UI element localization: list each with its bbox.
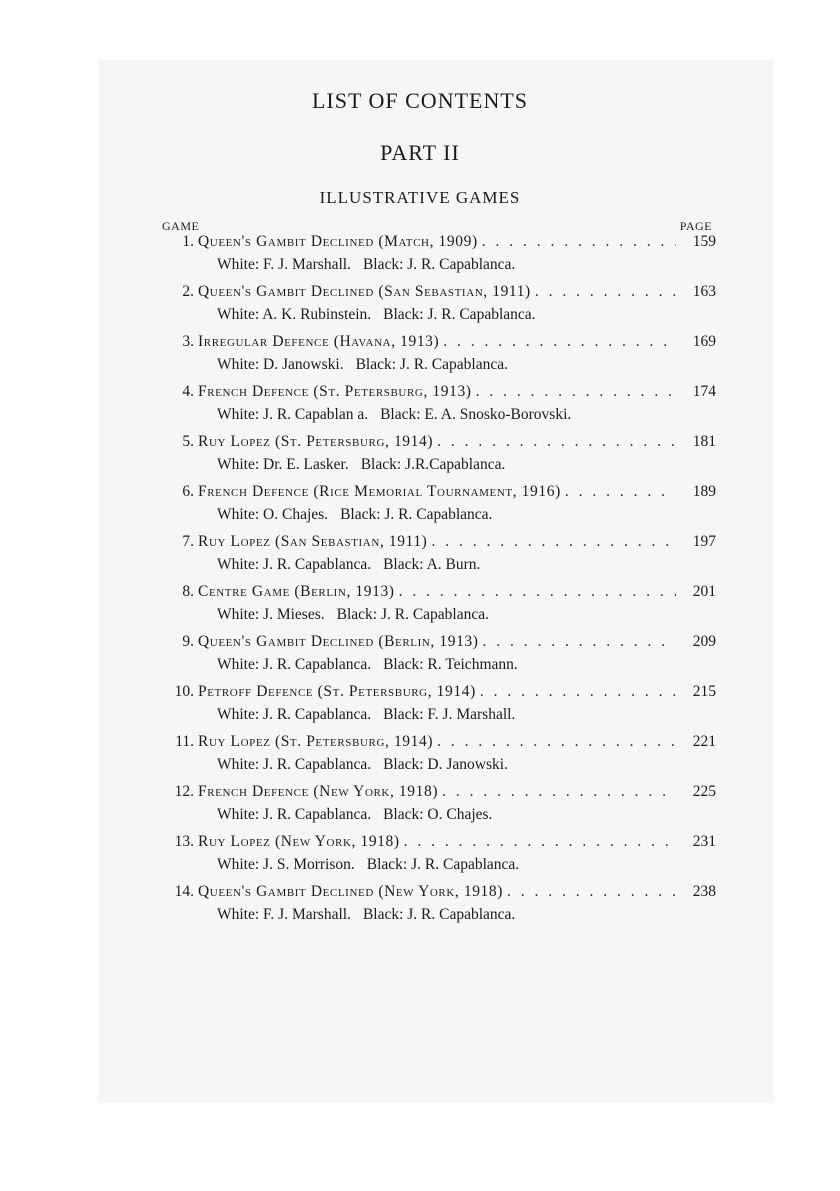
part-title: PART II [380, 140, 460, 165]
entry-page-number: 169 [692, 333, 716, 350]
entry-title-line [160, 383, 716, 405]
section-title: ILLUSTRATIVE GAMES [319, 188, 521, 207]
contents-entry[interactable] [160, 733, 716, 779]
entry-title: Ruy Lopez (St. Petersburg, 1914) [198, 733, 434, 750]
entry-players [217, 456, 505, 474]
entry-title-line [160, 833, 716, 855]
entry-page-number: 181 [692, 433, 716, 450]
black-player: Black: J. R. Capablanca. [362, 256, 516, 273]
dot-leader [433, 733, 676, 751]
white-player: White: A. K. Rubinstein. [217, 306, 372, 323]
black-player: Black: R. Teichmann. [383, 656, 518, 673]
contents-entry[interactable] [160, 633, 716, 679]
black-player: Black: J. R. Capablanca. [383, 306, 536, 323]
entry-number: 9. [182, 633, 194, 650]
entry-players [217, 656, 518, 674]
white-player: White: D. Janowski. [217, 356, 344, 373]
entry-title-line [160, 733, 716, 755]
black-player: Black: D. Janowski. [383, 756, 508, 773]
entry-page-number: 189 [692, 483, 716, 500]
entry-title: Queen's Gambit Declined (San Sebastian, 1911) [198, 283, 531, 300]
entry-title-line [160, 683, 716, 705]
dot-leader [476, 683, 676, 701]
contents-entry[interactable] [160, 383, 716, 429]
entry-title: Ruy Lopez (San Sebastian, 1911) [198, 533, 428, 550]
entry-number: 11. [175, 733, 194, 750]
entry-page-number: 174 [692, 383, 716, 400]
white-player: White: O. Chajes. [217, 506, 329, 523]
contents-entry[interactable] [160, 333, 716, 379]
entry-title: Ruy Lopez (St. Petersburg, 1914) [198, 433, 434, 450]
entry-players [217, 506, 492, 524]
entry-page-number: 201 [692, 583, 716, 600]
entry-number: 14. [174, 883, 194, 900]
contents-entry[interactable] [160, 833, 716, 879]
entry-title: French Defence (New York, 1918) [198, 783, 439, 800]
entry-title-line [160, 783, 716, 805]
white-player: White: J. R. Capablan a. [217, 406, 369, 423]
entry-title-line [160, 533, 716, 555]
contents-entry[interactable] [160, 533, 716, 579]
white-player: White: Dr. E. Lasker. [217, 456, 349, 473]
entry-title-line [160, 483, 716, 505]
entry-players [217, 556, 480, 574]
entry-players [217, 706, 515, 724]
page-title: LIST OF CONTENTS [311, 88, 529, 113]
entry-players [217, 856, 519, 874]
entry-title: Queen's Gambit Declined (New York, 1918) [198, 883, 504, 900]
entry-players [217, 756, 508, 774]
contents-entry[interactable] [160, 683, 716, 729]
entry-players [217, 306, 536, 324]
entry-number: 10. [174, 683, 194, 700]
entry-page-number: 231 [692, 833, 716, 850]
contents-entry[interactable] [160, 783, 716, 829]
entry-page-number: 209 [692, 633, 716, 650]
black-player: Black: J. R. Capablanca. [340, 506, 493, 523]
entry-players [217, 806, 492, 824]
black-player: Black: J. R. Capablanca. [362, 906, 516, 923]
entry-title: Petroff Defence (St. Petersburg, 1914) [198, 683, 476, 700]
entry-number: 7. [182, 533, 194, 550]
entry-title-line [160, 233, 716, 255]
contents-entry[interactable] [160, 483, 716, 529]
black-player: Black: A. Burn. [383, 556, 481, 573]
white-player: White: J. R. Capablanca. [217, 656, 372, 673]
dot-leader [427, 533, 676, 551]
white-player: White: J. R. Capablanca. [217, 706, 372, 723]
entry-players [217, 256, 515, 274]
dot-leader [561, 483, 676, 501]
dot-leader [395, 583, 676, 601]
dot-leader [400, 833, 676, 851]
entry-number: 13. [174, 833, 194, 850]
entry-number: 2. [182, 283, 194, 300]
dot-leader [531, 283, 676, 301]
entry-page-number: 159 [692, 233, 716, 250]
white-player: White: J. R. Capablanca. [217, 756, 372, 773]
page-sheet [98, 60, 774, 1103]
entry-page-number: 238 [692, 883, 716, 900]
black-player: Black: J. R. Capablanca. [336, 606, 489, 623]
entry-title: French Defence (St. Petersburg, 1913) [198, 383, 472, 400]
entry-number: 3. [182, 333, 194, 350]
entry-number: 6. [182, 483, 194, 500]
dot-leader [472, 383, 676, 401]
entry-title-line [160, 333, 716, 355]
white-player: White: J. R. Capablanca. [217, 806, 372, 823]
entry-title-line [160, 433, 716, 455]
entry-title: Queen's Gambit Declined (Match, 1909) [198, 233, 478, 250]
entry-title: Queen's Gambit Declined (Berlin, 1913) [198, 633, 479, 650]
entry-number: 8. [182, 583, 194, 600]
entry-title: French Defence (Rice Memorial Tournament, 1916) [198, 483, 561, 500]
entry-title: Ruy Lopez (New York, 1918) [198, 833, 400, 850]
entry-page-number: 163 [692, 283, 716, 300]
entry-players [217, 606, 489, 624]
black-player: Black: O. Chajes. [383, 806, 493, 823]
contents-entry[interactable] [160, 233, 716, 279]
entry-number: 4. [182, 383, 194, 400]
contents-entry[interactable] [160, 283, 716, 329]
entry-title-line [160, 283, 716, 305]
white-player: White: J. Mieses. [217, 606, 325, 623]
white-player: White: J. R. Capablanca. [217, 556, 372, 573]
entry-title: Centre Game (Berlin, 1913) [198, 583, 395, 600]
page-column-label: PAGE [679, 219, 712, 233]
black-player: Black: J.R.Capablanca. [360, 456, 506, 473]
dot-leader [438, 783, 676, 801]
black-player: Black: J. R. Capablanca. [355, 356, 508, 373]
dot-leader [478, 233, 676, 251]
entry-page-number: 215 [692, 683, 716, 700]
black-player: Black: E. A. Snosko-Borovski. [380, 406, 572, 423]
entry-page-number: 225 [692, 783, 716, 800]
entry-number: 12. [174, 783, 194, 800]
contents-entry[interactable] [160, 433, 716, 479]
entry-players [217, 406, 571, 424]
entry-title: Irregular Defence (Havana, 1913) [198, 333, 440, 350]
entry-page-number: 197 [692, 533, 716, 550]
entry-number: 1. [182, 233, 194, 250]
contents-entry[interactable] [160, 883, 716, 929]
white-player: White: F. J. Marshall. [217, 256, 351, 273]
entry-page-number: 221 [692, 733, 716, 750]
entry-title-line [160, 633, 716, 655]
game-column-label: GAME [162, 219, 200, 233]
dot-leader [479, 633, 676, 651]
entry-players [217, 356, 508, 374]
entry-title-line [160, 583, 716, 605]
dot-leader [439, 333, 676, 351]
entry-number: 5. [182, 433, 194, 450]
white-player: White: J. S. Morrison. [217, 856, 355, 873]
black-player: Black: F. J. Marshall. [383, 706, 516, 723]
contents-entry[interactable] [160, 583, 716, 629]
dot-leader [433, 433, 676, 451]
white-player: White: F. J. Marshall. [217, 906, 351, 923]
dot-leader [503, 883, 676, 901]
entry-title-line [160, 883, 716, 905]
black-player: Black: J. R. Capablanca. [366, 856, 520, 873]
entry-players [217, 906, 515, 924]
